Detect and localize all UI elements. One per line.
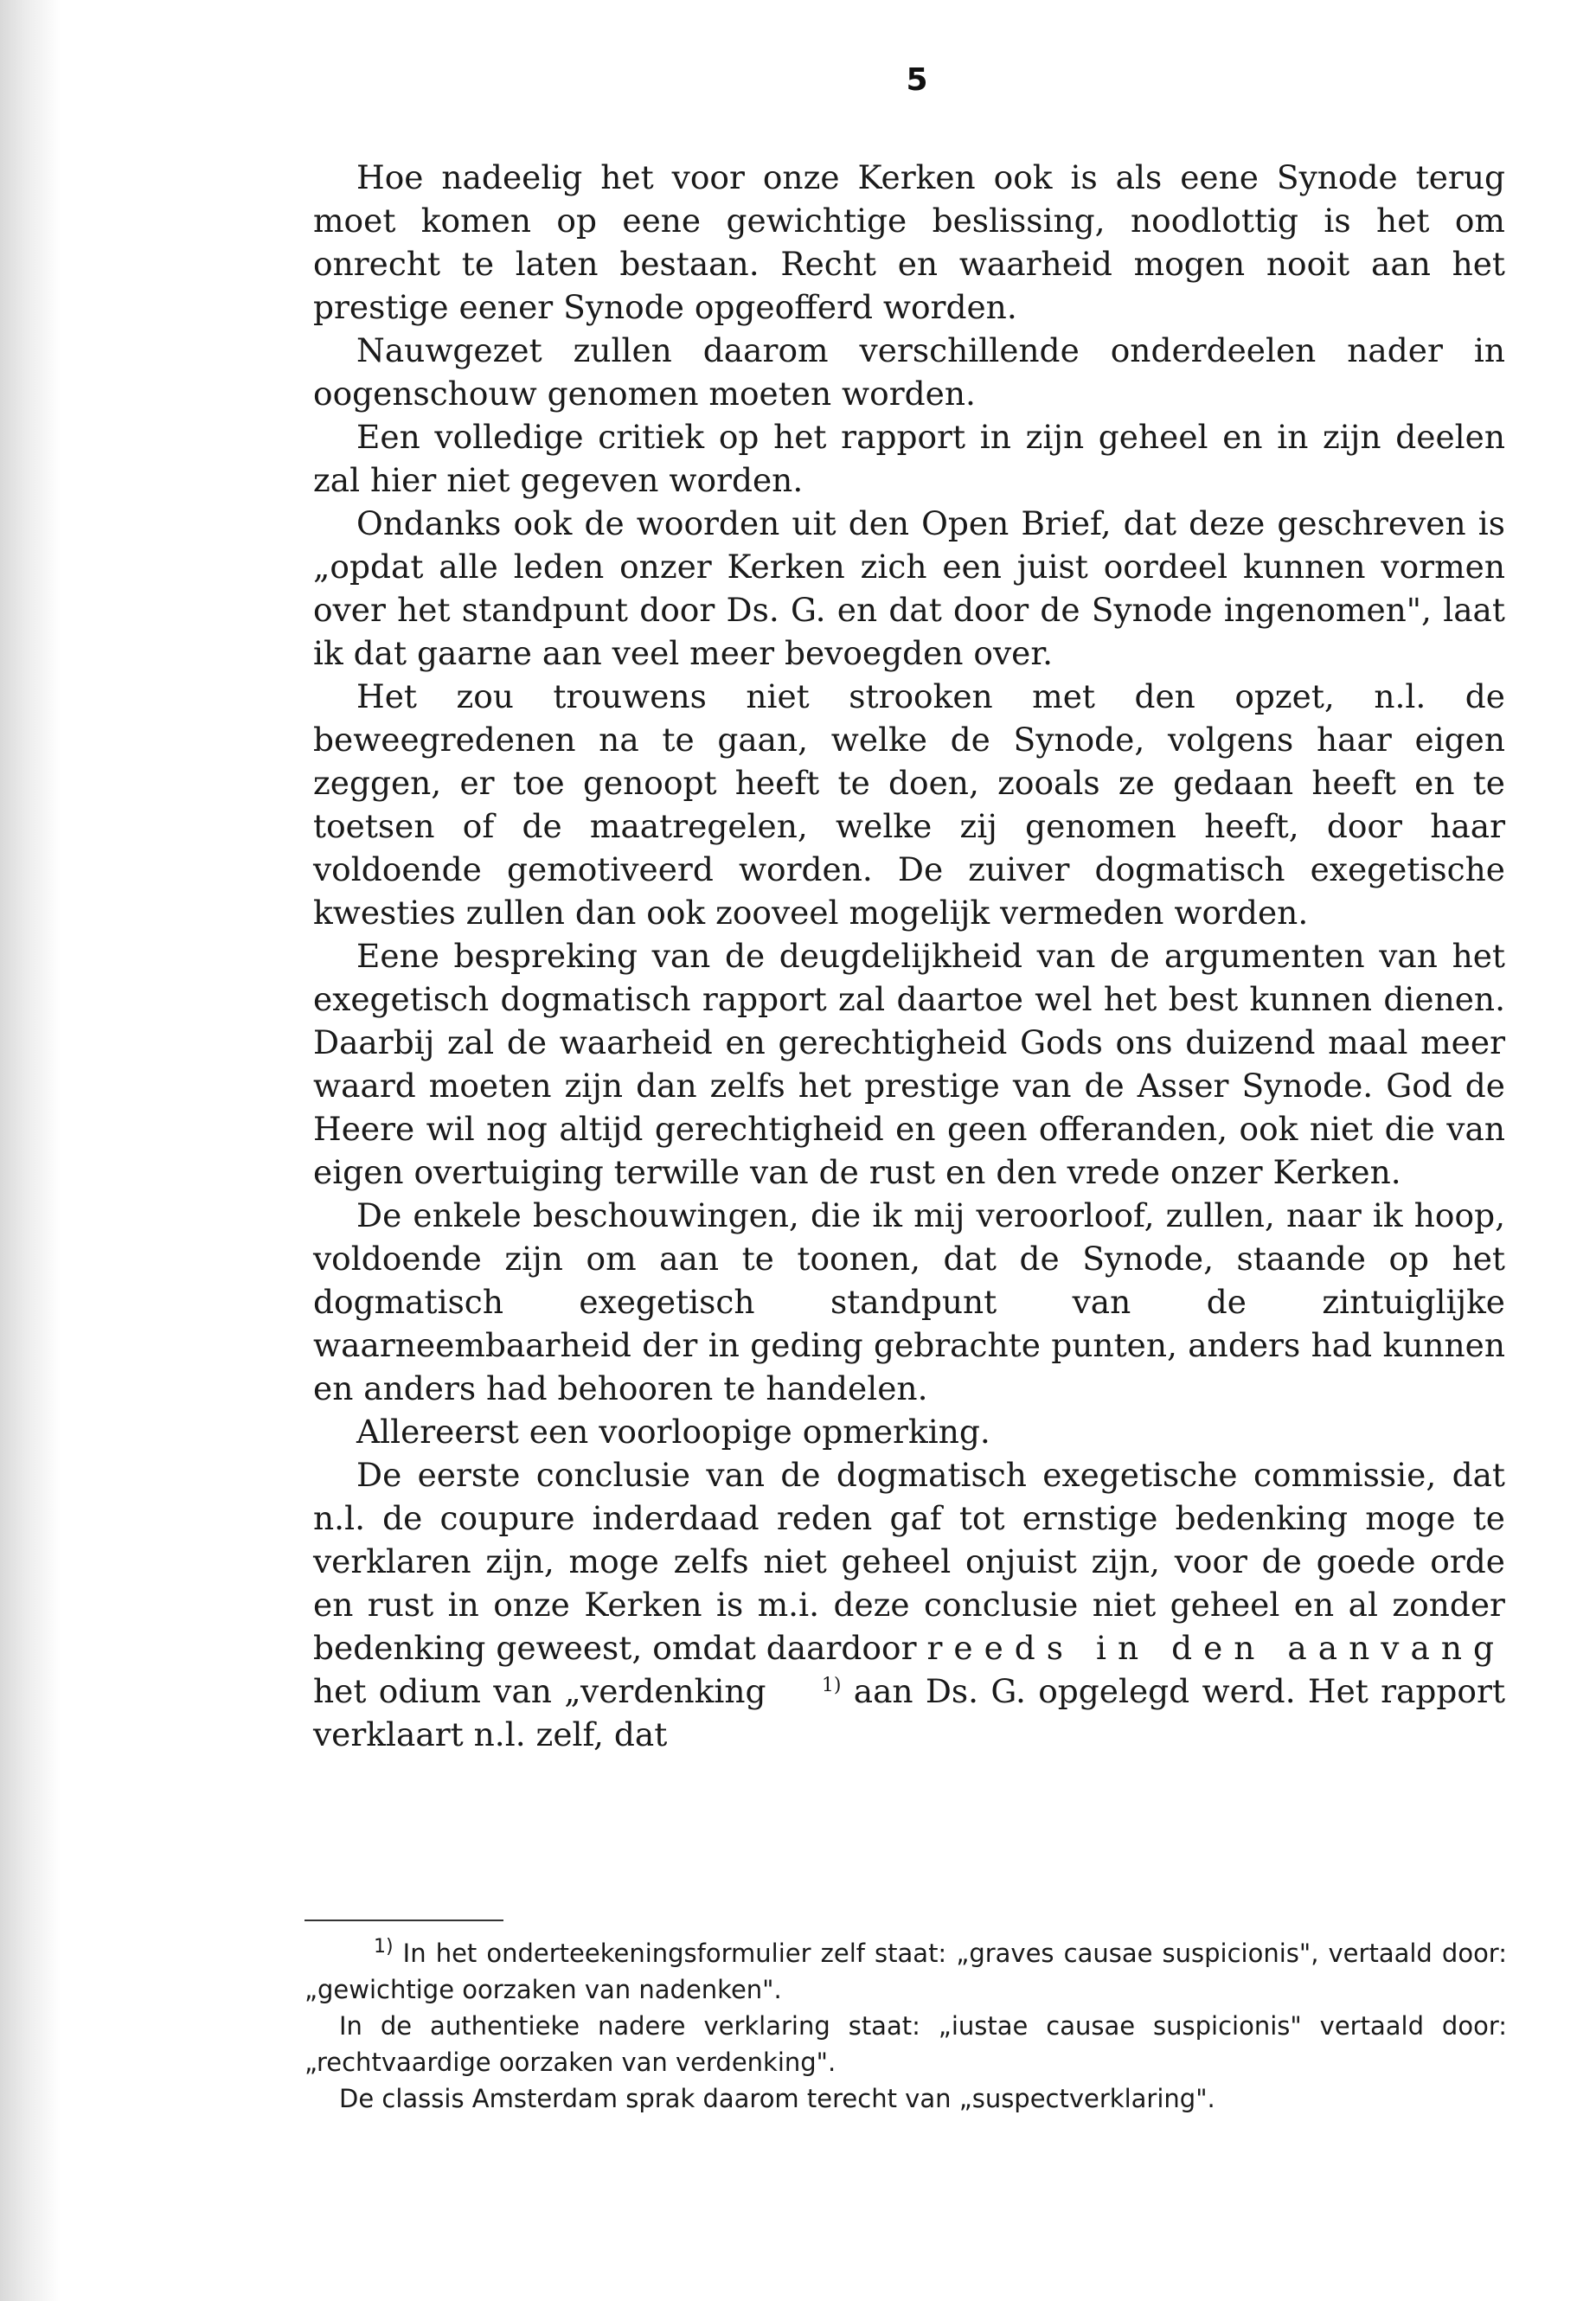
footnote-text: In het onderteekeningsformulier zelf staat: „graves causae suspicionis", vertaald door: „gewichtige oorzaken van nadenken". bbox=[304, 1939, 1507, 2004]
paragraph: Ondanks ook de woorden uit den Open Brief, dat deze geschreven is „opdat alle leden onzer Kerken zich een juist oordeel kunnen vormen over het standpunt door Ds. G. en dat door de Synode ingenomen", laat ik dat gaarne aan veel meer bevoegden over. bbox=[313, 504, 1505, 672]
page-binding-shadow bbox=[0, 0, 61, 2301]
paragraph-with-footnote: De eerste conclusie van de dogmatisch exegetische commissie, dat n.l. de coupure inderdaad reden gaf tot ernstige bedenking moge te verklaren zijn, moge zelfs niet geheel onjuist zijn, voor de goede orde en rust in onze Kerken is m.i. deze conclusie niet geheel en al zonder bedenking geweest, omdat daardoor reeds in den aanvang het odium van „verdenking 1) aan Ds. G. opgelegd werd. Het rapport verklaart n.l. zelf, dat bbox=[313, 1456, 1506, 1753]
paragraph-text: aan Ds. G. opgelegd werd. Het rapport verklaart n.l. zelf, dat bbox=[313, 1672, 1506, 1753]
spaced-emphasis: reeds in den aanvang bbox=[926, 1629, 1505, 1667]
paragraph: Het zou trouwens niet strooken met den opzet, n.l. de beweegredenen na te gaan, welke de Synode, volgens haar eigen zeggen, er toe genoopt heeft te doen, zooals ze gedaan heeft en te toetsen of de maatregelen, welke zij genomen heeft, door haar voldoende gemotiveerd worden. De zuiver dogmatisch exegetische kwesties zullen dan ook zooveel mogelijk vermeden worden. bbox=[313, 677, 1505, 932]
footnote: 1) In het onderteekeningsformulier zelf staat: „graves causae suspicionis", vertaald door: „gewichtige oorzaken van nadenken". bbox=[304, 1936, 1507, 2004]
paragraph-text: De eerste conclusie van de dogmatisch exegetische commissie, dat n.l. de coupure inderdaad reden gaf tot ernstige bedenking moge te verklaren zijn, moge zelfs niet geheel onjuist zijn, voor de goede orde en rust in onze Kerken is m.i. deze conclusie niet geheel en al zonder bedenking geweest, omdat daardoor bbox=[313, 1456, 1505, 1667]
page-number: 5 bbox=[906, 62, 928, 98]
paragraph: Hoe nadeelig het voor onze Kerken ook is als eene Synode terug moet komen op eene gewichtige beslissing, noodlottig is het om onrecht te laten bestaan. Recht en waarheid mogen nooit aan het prestige eener Synode opgeofferd worden. bbox=[313, 158, 1505, 326]
paragraph-text: het odium van „verdenking bbox=[313, 1672, 766, 1710]
footnote-divider bbox=[304, 1920, 503, 1921]
footnotes bbox=[304, 1935, 1507, 2117]
paragraph: Nauwgezet zullen daarom verschillende onderdeelen nader in oogenschouw genomen moeten worden. bbox=[313, 331, 1505, 413]
paragraph: Eene bespreking van de deugdelijkheid van de argumenten van het exegetisch dogmatisch rapport zal daartoe wel het best kunnen dienen. Daarbij zal de waarheid en gerechtigheid Gods ons duizend maal meer waard moeten zijn dan zelfs het prestige van de Asser Synode. God de Heere wil nog altijd gerechtigheid en geen offeranden, ook niet die van eigen overtuiging terwille van de rust en den vrede onzer Kerken. bbox=[313, 937, 1505, 1191]
footnote: De classis Amsterdam sprak daarom terecht van „suspectverklaring". bbox=[339, 2084, 1215, 2113]
footnote: In de authentieke nadere verklaring staat: „iustae causae suspicionis" vertaald door: „rechtvaardige oorzaken van verdenking". bbox=[304, 2011, 1507, 2077]
body-text bbox=[313, 156, 1505, 1756]
paragraph: De enkele beschouwingen, die ik mij veroorloof, zullen, naar ik hoop, voldoende zijn om aan te toonen, dat de Synode, staande op het dogmatisch exegetisch standpunt van de zintuiglijke waarneembaarheid der in geding gebrachte punten, anders had kunnen en anders had behooren te handelen. bbox=[313, 1196, 1505, 1407]
paragraph: Een volledige critiek op het rapport in zijn geheel en in zijn deelen zal hier niet gegeven worden. bbox=[313, 418, 1505, 499]
paragraph: Allereerst een voorloopige opmerking. bbox=[356, 1413, 990, 1451]
